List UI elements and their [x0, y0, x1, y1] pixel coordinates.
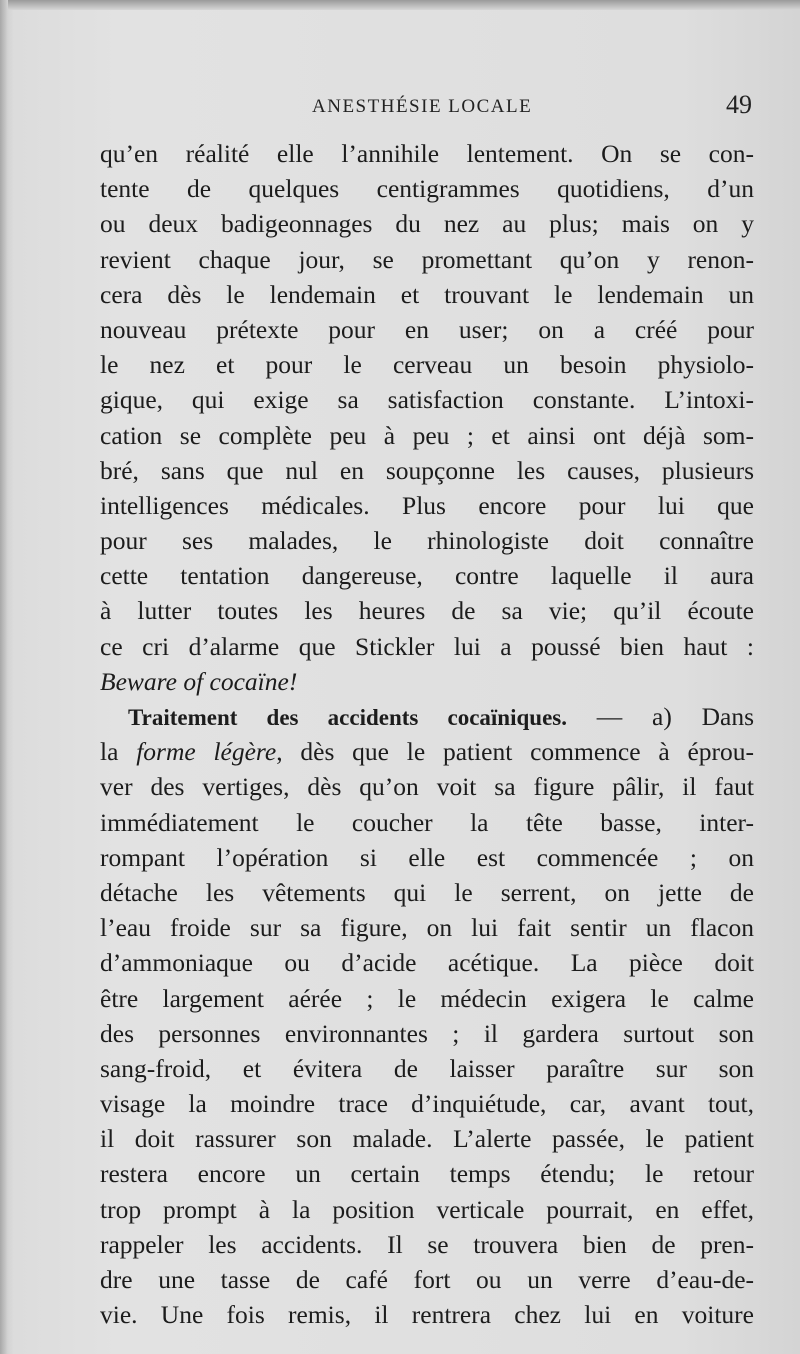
text-line: cation se complète peu à peu ; et ainsi ont déjà som- — [100, 420, 754, 450]
text-line: intelligences médicales. Plus encore pour lui que — [100, 490, 754, 520]
text-line: des personnes environnantes ; il gardera surtout son — [100, 1018, 754, 1048]
section-heading: Traitement des accidents cocaïniques. — [128, 705, 567, 730]
text-line: il doit rassurer son malade. L’alerte passée, le patient — [100, 1124, 754, 1154]
text-line: dre une tasse de café fort ou un verre d’eau-de- — [100, 1265, 754, 1294]
text-line: visage la moindre trace d’inquiétude, car, avant tout, — [100, 1089, 754, 1119]
text-line: rappeler les accidents. Il se trouvera bien de pren- — [100, 1229, 754, 1259]
page-header — [100, 90, 760, 126]
text-line: restera encore un certain temps étendu; le retour — [100, 1159, 754, 1189]
running-head: ANESTHÉSIE LOCALE — [312, 96, 533, 117]
text-line: immédiatement le coucher la tête basse, inter- — [100, 807, 754, 837]
page-left-edge — [0, 0, 8, 1354]
page-number: 49 — [726, 90, 752, 119]
body-text — [100, 136, 754, 1332]
text-line: gique, qui exige sa satisfaction constante. L’intoxi- — [100, 385, 754, 415]
text-line: le nez et pour le cerveau un besoin physiolo- — [100, 350, 754, 380]
text-line: nouveau prétexte pour en user; on a créé pour — [100, 314, 754, 344]
text-line: ou deux badigeonnages du nez au plus; mais on y — [100, 209, 754, 239]
text-line: trop prompt à la position verticale pourrait, en effet, — [100, 1194, 754, 1224]
text-line: pour ses malades, le rhinologiste doit connaître — [100, 526, 754, 556]
text-line: être largement aérée ; le médecin exigera le calme — [100, 983, 754, 1013]
text-line: ce cri d’alarme que Stickler lui a poussé bien haut : — [100, 631, 754, 661]
text-line: d’ammoniaque ou d’acide acétique. La pièce doit — [100, 948, 754, 978]
section-heading-line — [100, 699, 754, 734]
section-heading-rest: — a) Dans — [566, 702, 754, 731]
forme-suffix: , dès que le patient commence à éprou- — [276, 737, 754, 767]
text-line: vie. Une fois remis, il rentrera chez lui en voiture — [100, 1300, 754, 1330]
text-line: cette tentation dangereuse, contre laquelle il aura — [100, 561, 754, 591]
text-line: sang-froid, et évitera de laisser paraître sur son — [100, 1053, 754, 1083]
forme-italic: forme légère — [136, 737, 277, 767]
beware-line: Beware of cocaïne! — [100, 666, 298, 696]
text-line: l’eau froide sur sa figure, on lui fait sentir un flacon — [100, 913, 754, 943]
forme-line — [100, 734, 754, 769]
text-line: rompant l’opération si elle est commencée ; on — [100, 842, 754, 872]
text-line: revient chaque jour, se promettant qu’on y renon- — [100, 244, 754, 274]
text-line: qu’en réalité elle l’annihile lentement. On se con- — [100, 139, 754, 168]
text-line: tente de quelques centigrammes quotidiens, d’un — [100, 174, 754, 204]
text-line: détache les vêtements qui le serrent, on jette de — [100, 877, 754, 907]
text-line: cera dès le lendemain et trouvant le lendemain un — [100, 279, 754, 309]
text-line: bré, sans que nul en soupçonne les causes, plusieurs — [100, 455, 754, 485]
page-top-edge — [0, 0, 800, 10]
text-line: ver des vertiges, dès qu’on voit sa figure pâlir, il faut — [100, 772, 754, 802]
forme-prefix: la — [100, 737, 137, 767]
text-line: à lutter toutes les heures de sa vie; qu’il écoute — [100, 596, 754, 626]
